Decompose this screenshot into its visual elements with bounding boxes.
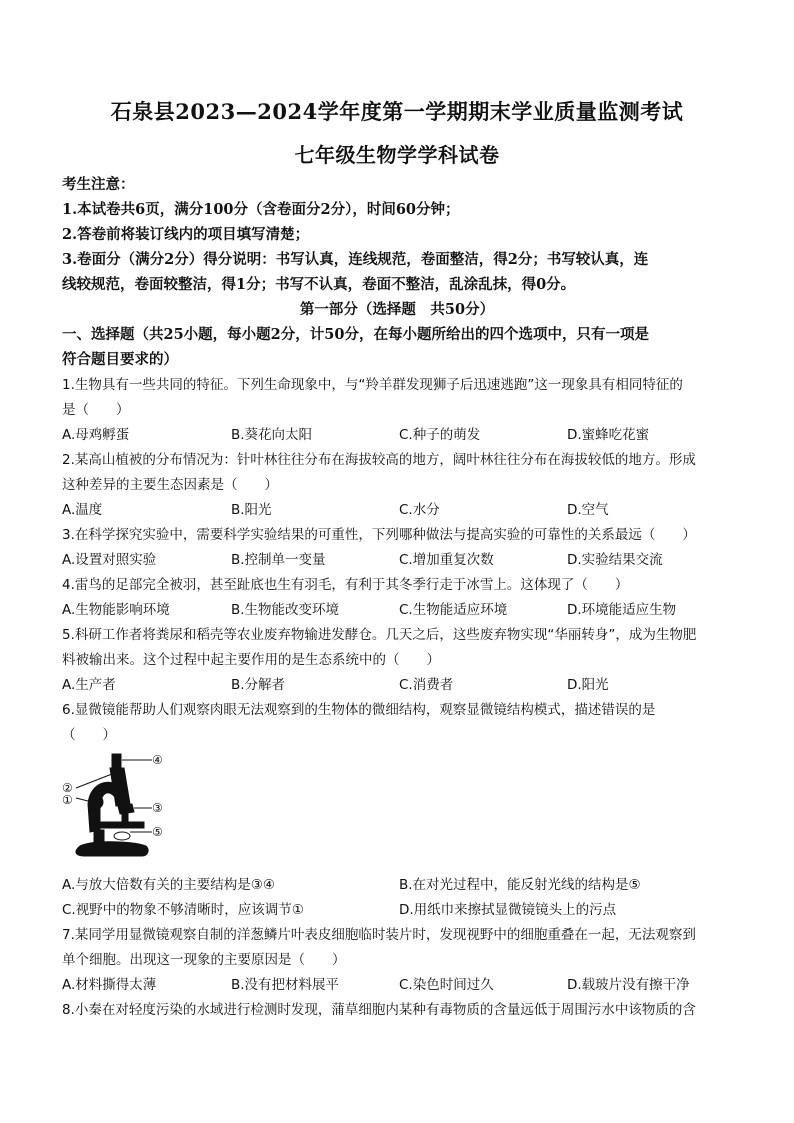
question-7-option-b[interactable]: B.没有把材料展平 <box>231 977 340 993</box>
question-6-option-a[interactable]: A.与放大倍数有关的主要结构是③④ <box>62 877 275 893</box>
question-6-stem-cont: （ ） <box>62 727 116 743</box>
notes-heading: 考生注意： <box>62 176 135 193</box>
microscope-figure <box>60 752 178 864</box>
question-1-option-a[interactable]: A.母鸡孵蛋 <box>62 427 130 443</box>
question-7-option-d[interactable]: D.载玻片没有擦干净 <box>567 977 690 993</box>
figure-label-4: ④ <box>152 753 163 767</box>
question-2-option-b[interactable]: B.阳光 <box>231 502 272 518</box>
question-5-option-c[interactable]: C.消费者 <box>399 677 454 693</box>
question-7-option-a[interactable]: A.材料撕得太薄 <box>62 977 157 993</box>
note-item: 2.答卷前将装订线内的项目填写清楚； <box>62 226 310 243</box>
question-2-stem-cont: 这种差异的主要生态因素是（ ） <box>62 477 278 493</box>
question-6-option-c[interactable]: C.视野中的物象不够清晰时，应该调节① <box>62 902 304 918</box>
question-1-stem: 1.生物具有一些共同的特征。下列生命现象中，与“羚羊群发现狮子后迅速逃跑”这一现象具有相同特征的 <box>62 377 683 393</box>
question-6-option-d[interactable]: D.用纸巾来擦拭显微镜镜头上的污点 <box>399 902 617 918</box>
question-4-option-c[interactable]: C.生物能适应环境 <box>399 602 508 618</box>
part1-heading: 第一部分（选择题 共50分） <box>299 301 495 318</box>
microscope-icon <box>60 752 178 864</box>
question-7-stem-cont: 单个细胞。出现这一现象的主要原因是（ ） <box>62 952 346 968</box>
figure-label-5: ⑤ <box>152 825 163 839</box>
figure-label-2: ② <box>62 781 73 795</box>
question-1-option-c[interactable]: C.种子的萌发 <box>399 427 481 443</box>
question-2-stem: 2.某高山植被的分布情况为：针叶林往往分布在海拔较高的地方，阔叶林往往分布在海拔较低的地方。形成 <box>62 452 696 468</box>
question-3-option-d[interactable]: D.实验结果交流 <box>567 552 663 568</box>
question-3-option-c[interactable]: C.增加重复次数 <box>399 552 494 568</box>
note-item: 1.本试卷共6页，满分100分（含卷面分2分），时间60分钟； <box>62 201 460 218</box>
question-3-option-a[interactable]: A.设置对照实验 <box>62 552 157 568</box>
question-3-stem: 3.在科学探究实验中，需要科学实验结果的可重性，下列哪种做法与提高实验的可靠性的关系最远（ ） <box>62 527 696 543</box>
question-5-stem-cont: 料被输出来。这个过程中起主要作用的是生态系统中的（ ） <box>62 652 440 668</box>
question-1-stem-cont: 是（ ） <box>62 402 130 418</box>
question-4-option-b[interactable]: B.生物能改变环境 <box>231 602 340 618</box>
question-2-option-a[interactable]: A.温度 <box>62 502 103 518</box>
section-instructions-cont: 符合题目要求的） <box>62 351 178 368</box>
question-5-option-d[interactable]: D.阳光 <box>567 677 609 693</box>
question-2-option-c[interactable]: C.水分 <box>399 502 440 518</box>
question-4-option-d[interactable]: D.环境能适应生物 <box>567 602 677 618</box>
question-5-stem: 5.科研工作者将粪尿和稻壳等农业废弃物输进发酵仓。几天之后，这些废弃物实现“华丽转身”，成为生物肥 <box>62 627 697 643</box>
note-item: 3.卷面分（满分2分）得分说明：书写认真，连线规范，卷面整洁，得2分；书写较认真，连 <box>62 251 649 268</box>
question-6-option-b[interactable]: B.在对光过程中，能反射光线的结构是⑤ <box>399 877 641 893</box>
question-5-option-b[interactable]: B.分解者 <box>231 677 286 693</box>
question-4-option-a[interactable]: A.生物能影响环境 <box>62 602 170 618</box>
question-6-stem: 6.显微镜能帮助人们观察肉眼无法观察到的生物体的微细结构，观察显微镜结构模式，描述错误的是 <box>62 702 656 718</box>
question-2-option-d[interactable]: D.空气 <box>567 502 609 518</box>
question-4-stem: 4.雷鸟的足部完全被羽，甚至趾底也生有羽毛，有利于其冬季行走于冰雪上。这体现了（ ） <box>62 577 629 593</box>
question-3-option-b[interactable]: B.控制单一变量 <box>231 552 326 568</box>
question-8-stem: 8.小秦在对轻度污染的水域进行检测时发现，蒲草细胞内某种有毒物质的含量远低于周围污水中该物质的含 <box>62 1002 696 1018</box>
section-instructions: 一、选择题（共25小题，每小题2分，计50分，在每小题所给出的四个选项中，只有一项是 <box>62 326 649 343</box>
question-7-option-c[interactable]: C.染色时间过久 <box>399 977 494 993</box>
exam-title: 石泉县2023—2024学年度第一学期期末学业质量监测考试 <box>110 99 684 124</box>
question-7-stem: 7.某同学用显微镜观察自制的洋葱鳞片叶表皮细胞临时装片时，发现视野中的细胞重叠在一起，无法观察到 <box>62 927 696 943</box>
question-1-option-b[interactable]: B.葵花向太阳 <box>231 427 313 443</box>
figure-label-1: ① <box>62 793 73 807</box>
figure-label-3: ③ <box>152 801 163 815</box>
question-5-option-a[interactable]: A.生产者 <box>62 677 116 693</box>
note-item: 线较规范，卷面较整洁，得1分；书写不认真，卷面不整洁，乱涂乱抹，得0分。 <box>62 276 576 293</box>
exam-subtitle: 七年级生物学学科试卷 <box>294 143 500 167</box>
question-1-option-d[interactable]: D.蜜蜂吃花蜜 <box>567 427 650 443</box>
